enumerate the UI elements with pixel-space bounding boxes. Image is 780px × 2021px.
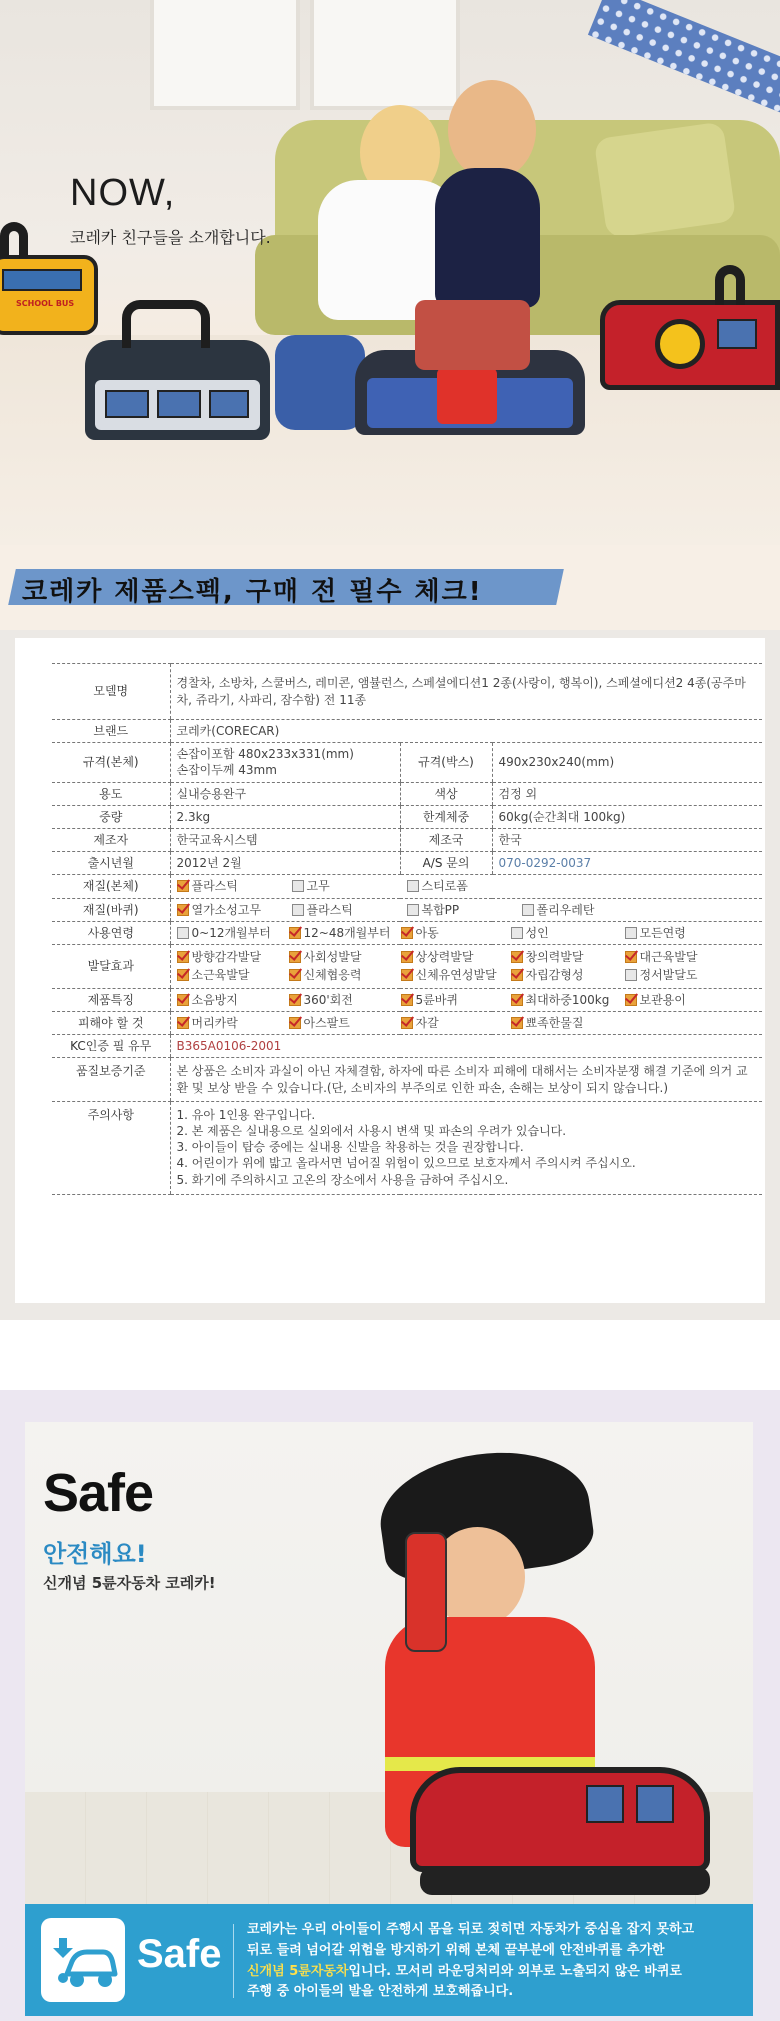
checkbox-label: 360'회전 <box>303 992 353 1007</box>
row-label: A/S 문의 <box>400 852 492 875</box>
checkbox-label: 최대하중100kg <box>525 992 610 1007</box>
police-car-toy <box>85 340 270 440</box>
checked-box-icon[interactable] <box>177 904 189 916</box>
checkbox-label: 모든연령 <box>639 925 686 940</box>
color-value: 검정 외 <box>492 782 762 805</box>
limit-value: 60kg(순간최대 100kg) <box>492 805 762 828</box>
row-label: 출시년월 <box>52 852 170 875</box>
checked-box-icon[interactable] <box>177 969 189 981</box>
checked-box-icon[interactable] <box>401 969 413 981</box>
brand-value: 코레카(CORECAR) <box>170 720 762 743</box>
table-row <box>52 828 762 851</box>
checked-box-icon[interactable] <box>401 994 413 1006</box>
weight-value: 2.3kg <box>170 805 400 828</box>
checkbox-label: 소음방지 <box>191 992 238 1007</box>
safe-text-line <box>247 1962 747 1983</box>
safe-text-segment: 입니다. 모서리 라운딩처리와 외부로 노출되지 않은 바퀴로 <box>348 1963 682 1979</box>
fire-truck-toy <box>600 300 780 390</box>
car-handle <box>715 265 745 305</box>
checked-box-icon[interactable] <box>401 951 413 963</box>
row-label: 제조자 <box>52 828 170 851</box>
material-body-options <box>170 875 762 898</box>
checkbox-option[interactable] <box>511 1015 615 1031</box>
checkbox-option[interactable] <box>289 949 391 965</box>
checked-box-icon[interactable] <box>289 969 301 981</box>
checkbox-option[interactable] <box>177 949 279 965</box>
unchecked-box-icon[interactable] <box>292 880 304 892</box>
as-phone[interactable]: 070-0292-0037 <box>492 852 762 875</box>
unchecked-box-icon[interactable] <box>407 880 419 892</box>
safe-text-line: 뒤로 들려 넘어갈 위험을 방지하기 위해 본체 끝부분에 안전바퀴를 추가한 <box>247 1942 665 1958</box>
checkbox-label: 사회성발달 <box>303 950 362 965</box>
checkbox-label: 정서발달도 <box>639 968 698 983</box>
row-label: 중량 <box>52 805 170 828</box>
checkbox-label: 열가소성고무 <box>191 902 262 917</box>
checked-box-icon[interactable] <box>289 1017 301 1029</box>
checkbox-label: 복합PP <box>421 902 460 917</box>
row-label: 사용연령 <box>52 921 170 944</box>
checkbox-option[interactable] <box>625 967 715 983</box>
checked-box-icon[interactable] <box>177 951 189 963</box>
checkbox-label: 방향감각발달 <box>191 950 262 965</box>
material-wheel-options <box>170 898 762 921</box>
checkbox-option[interactable] <box>407 878 512 894</box>
checkbox-option[interactable] <box>401 967 501 983</box>
table-row <box>52 1101 762 1194</box>
checkbox-label: 12~48개월부터 <box>303 925 391 940</box>
row-label: KC인증 필 유무 <box>52 1035 170 1058</box>
caution-item: 1. 유아 1인용 완구입니다. <box>176 1107 316 1122</box>
bus-label: SCHOOL BUS <box>16 299 75 308</box>
checked-box-icon[interactable] <box>511 951 523 963</box>
safe-text-line: 코레카는 우리 아이들이 주행시 몸을 뒤로 젖히면 자동차가 중심을 잡지 못하고 <box>247 1922 695 1937</box>
table-row <box>52 782 762 805</box>
maker-value: 한국교육시스템 <box>170 828 400 851</box>
checked-box-icon[interactable] <box>511 994 523 1006</box>
caution-item: 4. 어린이가 위에 밟고 올라서면 넘어질 위험이 있으므로 보호자께서 주의시켜 주십시오. <box>176 1156 636 1171</box>
bus-windows <box>2 269 82 291</box>
size-body-line: 손잡이두께 43mm <box>176 763 277 778</box>
checked-box-icon[interactable] <box>401 927 413 939</box>
spec-panel <box>15 638 765 1303</box>
row-label: 피해야 할 것 <box>52 1012 170 1035</box>
development-options <box>170 944 762 988</box>
safe-bar-title: Safe <box>137 1932 222 1976</box>
avoid-options <box>170 1012 762 1035</box>
hero-section <box>0 0 780 545</box>
checkbox-option[interactable] <box>401 925 501 941</box>
checkbox-label: 대근육발달 <box>639 950 698 965</box>
checkbox-option[interactable] <box>177 878 282 894</box>
car-handle <box>122 300 210 348</box>
checkbox-option[interactable] <box>511 992 615 1008</box>
window <box>310 0 460 110</box>
checked-box-icon[interactable] <box>625 994 637 1006</box>
row-label: 규격(박스) <box>400 743 492 782</box>
checkbox-option[interactable] <box>625 992 715 1008</box>
safe-text-line: 주행 중 아이들의 발을 안전하게 보호해줍니다. <box>247 1984 514 2000</box>
hero-title: NOW, <box>70 172 176 214</box>
safe-info-bar <box>25 1904 753 2016</box>
release-value: 2012년 2월 <box>170 852 400 875</box>
caution-list <box>170 1101 762 1194</box>
row-label: 주의사항 <box>52 1101 170 1194</box>
caution-item: 5. 화기에 주의하시고 고온의 장소에서 사용을 금하여 주십시오. <box>176 1172 509 1187</box>
safe-subtitle: 안전해요! <box>43 1540 147 1568</box>
row-label: 재질(바퀴) <box>52 898 170 921</box>
row-label: 규격(본체) <box>52 743 170 782</box>
safe-car-icon <box>41 1918 125 2002</box>
checked-box-icon[interactable] <box>511 969 523 981</box>
country-value: 한국 <box>492 828 762 851</box>
unchecked-box-icon[interactable] <box>625 969 637 981</box>
row-label: 발달효과 <box>52 944 170 988</box>
table-row <box>52 852 762 875</box>
safe-highlight: 신개념 5륜자동차 <box>247 1963 349 1979</box>
checkbox-label: 고무 <box>306 879 330 894</box>
sofa-cushion <box>594 121 737 238</box>
spec-section <box>0 630 780 1320</box>
row-label: 제품특징 <box>52 988 170 1011</box>
size-body-line: 손잡이포함 480x233x331(mm) <box>176 747 354 762</box>
checkbox-label: 창의력발달 <box>525 950 584 965</box>
usage-value: 실내승용완구 <box>170 782 400 805</box>
row-label: 브랜드 <box>52 720 170 743</box>
checkbox-option[interactable] <box>177 902 282 918</box>
checkbox-label: 플라스틱 <box>191 879 238 894</box>
size-box-value: 490x230x240(mm) <box>492 743 762 782</box>
blue-car-toy <box>275 335 365 430</box>
checkbox-option[interactable] <box>401 949 501 965</box>
checkbox-label: 폴리우레탄 <box>536 902 595 917</box>
checkbox-label: 플라스틱 <box>306 902 353 917</box>
spec-heading-title: 코레카 제품스펙, 구매 전 필수 체크! <box>22 577 483 607</box>
unchecked-box-icon[interactable] <box>511 927 523 939</box>
checkbox-option[interactable] <box>177 967 279 983</box>
table-row <box>52 1012 762 1035</box>
checkbox-option[interactable] <box>511 967 615 983</box>
model-value: 경찰차, 소방차, 스쿨버스, 레미콘, 앰뷸런스, 스페셜에디션1 2종(사랑이, 행복이), 스페셜에디션2 4종(공주마차, 쥬라기, 사파리, 잠수함) 전 11종 <box>170 664 762 720</box>
checkbox-option[interactable] <box>511 925 615 941</box>
fire-truck-toy <box>410 1767 710 1872</box>
unchecked-box-icon[interactable] <box>407 904 419 916</box>
checkbox-label: 상상력발달 <box>415 950 474 965</box>
decorative-tape <box>588 0 780 113</box>
checkbox-label: 보관용이 <box>639 992 686 1007</box>
checkbox-label: 스티로폼 <box>421 879 468 894</box>
checkbox-label: 성인 <box>525 925 549 940</box>
fire-extinguisher-toy <box>405 1532 447 1652</box>
checkbox-option[interactable] <box>292 902 397 918</box>
checkbox-option[interactable] <box>522 902 627 918</box>
row-label: 품질보증기준 <box>52 1058 170 1101</box>
row-label: 한계체중 <box>400 805 492 828</box>
row-label: 용도 <box>52 782 170 805</box>
checked-box-icon[interactable] <box>401 1017 413 1029</box>
table-row <box>52 944 762 988</box>
table-row <box>52 664 762 720</box>
features-options <box>170 988 762 1011</box>
table-row <box>52 805 762 828</box>
checkbox-option[interactable] <box>177 992 279 1008</box>
table-row <box>52 898 762 921</box>
checked-box-icon[interactable] <box>289 927 301 939</box>
age-options <box>170 921 762 944</box>
divider <box>233 1924 234 1998</box>
checkbox-label: 자갈 <box>415 1016 439 1031</box>
row-label: 제조국 <box>400 828 492 851</box>
safe-title: Safe <box>43 1463 154 1523</box>
row-label: 색상 <box>400 782 492 805</box>
table-row <box>52 1035 762 1058</box>
spec-table <box>52 663 762 1195</box>
unchecked-box-icon[interactable] <box>292 904 304 916</box>
checkbox-label: 아동 <box>415 925 439 940</box>
safe-section <box>0 1390 780 2021</box>
hero-subtitle: 코레카 친구들을 소개합니다. <box>70 228 271 247</box>
checked-box-icon[interactable] <box>177 994 189 1006</box>
checkbox-label: 신체유연성발달 <box>415 968 497 983</box>
table-row <box>52 921 762 944</box>
checkbox-option[interactable] <box>401 992 501 1008</box>
checked-box-icon[interactable] <box>289 951 301 963</box>
row-label: 모델명 <box>52 664 170 720</box>
quality-value: 본 상품은 소비자 과실이 아닌 자체결함, 하자에 따른 소비자 피해에 대해서는 소비자분쟁 해결 기준에 의거 교환 및 보상 받을 수 있습니다.(단, 소비자의 부주의로 인한 파손, 손해는 보상이 되지 않습니다.) <box>170 1058 762 1101</box>
checkbox-option[interactable] <box>625 925 715 941</box>
checkbox-option[interactable] <box>289 1015 391 1031</box>
spec-heading-section <box>0 545 780 630</box>
safe-bar-text <box>247 1920 747 2003</box>
table-row <box>52 743 762 782</box>
checkbox-option[interactable] <box>177 1015 279 1031</box>
truck-base <box>420 1867 710 1895</box>
checked-box-icon[interactable] <box>511 1017 523 1029</box>
kc-number: B365A0106-2001 <box>170 1035 762 1058</box>
checkbox-option[interactable] <box>177 925 279 941</box>
caution-item: 2. 본 제품은 실내용으로 실외에서 사용시 변색 및 파손의 우려가 있습니다. <box>176 1124 567 1138</box>
checkbox-label: 신체협응력 <box>303 968 362 983</box>
unchecked-box-icon[interactable] <box>177 927 189 939</box>
car-side <box>95 380 260 430</box>
unchecked-box-icon[interactable] <box>625 927 637 939</box>
checked-box-icon[interactable] <box>177 1017 189 1029</box>
table-row <box>52 720 762 743</box>
checkbox-label: 뾰족한물질 <box>525 1016 584 1031</box>
checkbox-option[interactable] <box>289 967 391 983</box>
checkbox-label: 소근육발달 <box>191 968 250 983</box>
row-label: 재질(본체) <box>52 875 170 898</box>
checkbox-option[interactable] <box>407 902 512 918</box>
safe-description: 신개념 5륜자동차 코레카! <box>43 1574 216 1592</box>
window <box>150 0 300 110</box>
school-bus-toy <box>0 255 98 335</box>
checkbox-option[interactable] <box>401 1015 501 1031</box>
boy-shorts <box>415 300 530 370</box>
checkbox-label: 자립감형성 <box>525 968 584 983</box>
table-row <box>52 988 762 1011</box>
size-body-value <box>170 743 400 782</box>
checkbox-label: 아스팔트 <box>303 1016 350 1031</box>
checked-box-icon[interactable] <box>177 880 189 892</box>
boy-body <box>435 168 540 308</box>
table-row <box>52 875 762 898</box>
checkbox-label: 0~12개월부터 <box>191 925 271 940</box>
unchecked-box-icon[interactable] <box>522 904 534 916</box>
safe-photo <box>25 1422 753 1942</box>
checkbox-option[interactable] <box>511 949 615 965</box>
caution-item: 3. 아이들이 탑승 중에는 실내용 신발을 착용하는 것을 권장합니다. <box>176 1140 524 1155</box>
checkbox-option[interactable] <box>625 949 715 965</box>
checked-box-icon[interactable] <box>289 994 301 1006</box>
checkbox-option[interactable] <box>289 925 391 941</box>
checkbox-label: 5륜바퀴 <box>415 992 458 1007</box>
boy-head <box>448 80 536 180</box>
checkbox-option[interactable] <box>292 878 397 894</box>
checkbox-label: 머리카락 <box>191 1016 238 1031</box>
checked-box-icon[interactable] <box>625 951 637 963</box>
car-handle <box>0 222 28 258</box>
table-row <box>52 1058 762 1101</box>
checkbox-option[interactable] <box>289 992 391 1008</box>
